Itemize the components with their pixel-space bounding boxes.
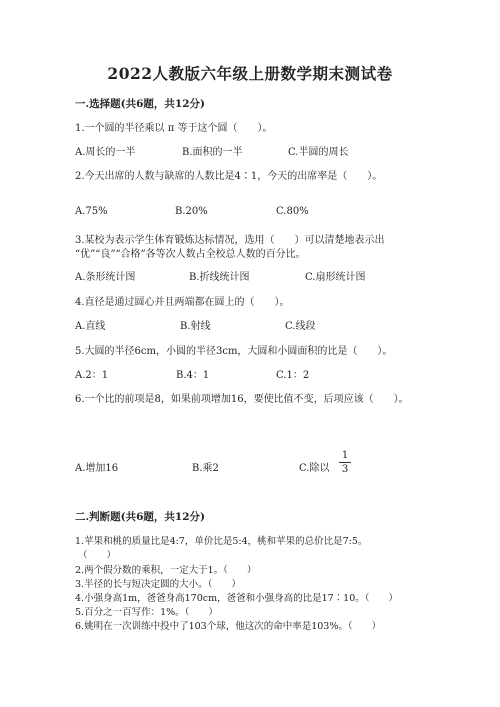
judgement-answer-blank: （ ）: [78, 550, 117, 561]
question-stem: 1.一个圆的半径乘以 π 等于这个圆（ ）。: [75, 123, 273, 134]
section-heading-choice: 一.选择题(共6题，共12分): [75, 98, 206, 110]
question-stem: 5.大圆的半径6cm，小圆的半径3cm，大圆和小圆面积的比是（ ）。: [75, 346, 393, 357]
option-b: B.4：1: [176, 370, 210, 381]
option-b: B.折线统计图: [189, 272, 250, 283]
option-c: C.1：2: [276, 370, 310, 381]
page-title: 2022人教版六年级上册数学期末测试卷: [107, 64, 393, 83]
option-a: A.条形统计图: [75, 272, 136, 283]
option-b: B.面积的一半: [182, 147, 243, 158]
option-a: A.2：1: [75, 370, 109, 381]
judgement-item: 2.两个假分数的乘积，一定大于1。（ ）: [75, 565, 257, 576]
question-stem: 6.一个比的前项是8，如果前项增加16，要使比值不变，后项应该（ ）。: [75, 394, 409, 405]
option-b: B.射线: [180, 321, 211, 332]
option-a: A.75%: [75, 206, 108, 217]
section-heading-judgement: 二.判断题(共6题，共12分): [75, 511, 206, 523]
option-c: C.线段: [285, 321, 316, 332]
option-c: C.半圆的周长: [288, 147, 349, 158]
fraction-numerator: 1: [341, 450, 349, 461]
option-c: C.80%: [276, 206, 309, 217]
option-a: A.增加16: [75, 463, 119, 474]
option-b: B.20%: [175, 206, 208, 217]
fraction-bar: [339, 462, 351, 463]
judgement-item: 5.百分之一百写作：1%。（ ）: [75, 607, 218, 618]
fraction-one-third: [339, 450, 351, 475]
question-stem: 4.直径是通过圆心并且两端都在圆上的（ ）。: [75, 297, 290, 308]
judgement-item: 3.半径的长与短决定圆的大小。（ ）: [75, 579, 241, 590]
option-c: C.除以: [299, 463, 330, 474]
option-a: A.直线: [75, 321, 106, 332]
judgement-item: 1.苹果和桃的质量比是4:7，单价比是5:4，桃和苹果的总价比是7:5。: [75, 536, 368, 547]
fraction-denominator: 3: [341, 464, 349, 475]
judgement-item: 4.小强身高1m，爸爸身高170cm，爸爸和小强身高的比是17∶10。（ ）: [75, 593, 399, 604]
question-stem: 2.今天出席的人数与缺席的人数比是4∶1，今天的出席率是（ ）。: [75, 171, 383, 182]
judgement-item: 6.姚明在一次训练中投中了103个球，他这次的命中率是103%。（ ）: [75, 621, 382, 632]
option-a: A.周长的一半: [75, 147, 136, 158]
option-c: C.扇形统计图: [305, 272, 366, 283]
question-stem-line: 3.某校为表示学生体育锻炼达标情况，选用（ ）可以清楚地表示出: [75, 235, 385, 246]
option-b: B.乘2: [192, 463, 219, 474]
question-stem-line: “优”“良”“合格”各等次人数占全校总人数的百分比。: [75, 249, 306, 260]
